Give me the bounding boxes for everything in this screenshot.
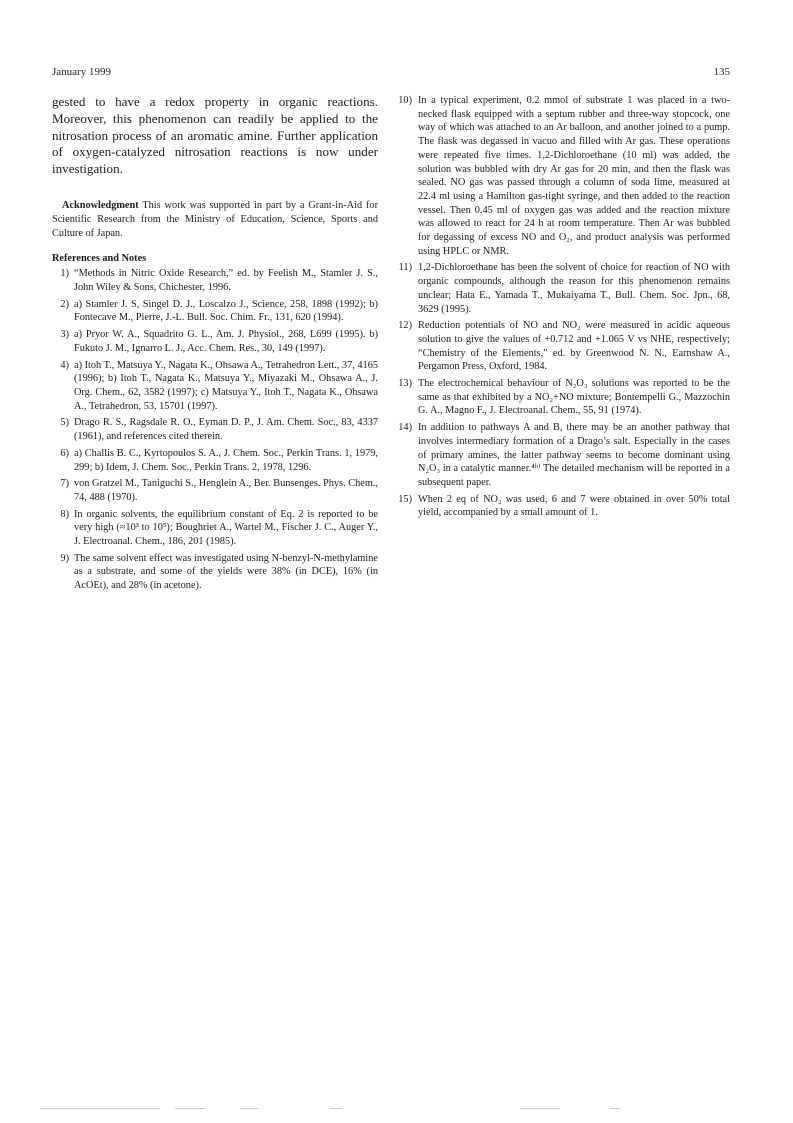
- reference-text: a) Stamler J. S, Singel D. J., Loscalzo J., Science, 258, 1898 (1992); b) Fontecave M., Pierre, J.-L. Bull. Soc. Chim. Fr., 131, 620 (1994).: [74, 298, 378, 324]
- reference-text: In addition to pathways A and B, there may be an another pathway that involves intermediary formation of a Drago’s salt. Especially in the cases of primary amines, the latter pathway seems to become dominant using N₂O₃ in a catalytic manner.⁴ᵇ⁾ The detailed mechanism will be reported in a subsequent paper.: [418, 422, 730, 488]
- reference-text: The same solvent effect was investigated using N-benzyl-N-methylamine as a substrate, and some of the yields were 38% (in DCE), 16% (in AcOEt), and 28% (in acetone).: [74, 552, 378, 592]
- reference-text: a) Challis B. C., Kyrtopoulos S. A., J. Chem. Soc., Perkin Trans. 1, 1979, 299; b) Idem, J. Chem. Soc., Perkin Trans. 2, 1978, 1296.: [74, 447, 378, 473]
- left-column: [52, 94, 378, 596]
- right-column: [392, 94, 730, 523]
- reference-text: In organic solvents, the equilibrium constant of Eq. 2 is reported to be very high (≈10³ to 10⁵); Boughriet A., Wartel M., Fischer J. C., Auger Y., J. Electroanal. Chem., 186, 201 (1985).: [74, 508, 378, 548]
- reference-item-14: [392, 421, 730, 490]
- reference-text: When 2 eq of NO₂ was used, 6 and 7 were obtained in over 50% total yield, accompanied by a small amount of 1.: [418, 493, 730, 519]
- reference-number: 3): [60, 329, 69, 341]
- reference-number: 11): [398, 262, 412, 274]
- reference-item-15: [392, 493, 730, 520]
- reference-item-10: [392, 94, 730, 258]
- reference-number: 7): [60, 478, 69, 490]
- reference-text: 1,2-Dichloroethane has been the solvent of choice for reaction of NO with organic compounds, although the reason for this phenomenon remains unclear; Hata E., Yamada T., Mukaiyama T., Bull. Chem. Soc. Jpn., 68, 3629 (1995).: [418, 262, 730, 315]
- reference-text: a) Itoh T., Matsuya Y., Nagata K., Ohsawa A., Tetrahedron Lett., 37, 4165 (1996); b) Itoh T., Nagata K., Matsuya Y., Miyazaki M., Ohsawa A., J. Org. Chem., 62, 3582 (1997); c) Matsuya Y., Itoh T., Nagata K., Ohsawa A., Tetrahedron, 53, 15701 (1997).: [74, 359, 378, 412]
- reference-number: 13): [398, 378, 412, 390]
- reference-number: 2): [60, 298, 69, 310]
- reference-number: 6): [60, 447, 69, 459]
- reference-number: 15): [398, 493, 412, 505]
- reference-text: Drago R. S., Ragsdale R. O., Eyman D. P., J. Am. Chem. Soc., 83, 4337 (1961), and references cited therein.: [74, 417, 378, 443]
- reference-item-1: [52, 267, 378, 294]
- reference-number: 4): [60, 359, 69, 371]
- references-title: References and Notes: [52, 253, 147, 265]
- reference-text: a) Pryor W. A., Squadrito G. L., Am. J. Physiol., 268, L699 (1995). b) Fukuto J. M., Ignarro L. J., Acc. Chem. Res., 30, 149 (1997).: [74, 329, 378, 354]
- acknowledgment-text: This work was supported in part by a Grant-in-Aid for Scientific Research from the Ministry of Education, Science, Sports and Culture of Japan.: [52, 199, 378, 239]
- running-head-date: January 1999: [52, 66, 111, 78]
- reference-item-5: [52, 416, 378, 443]
- reference-item-12: [392, 319, 730, 374]
- reference-number: 1): [60, 268, 69, 280]
- reference-number: 8): [60, 508, 69, 520]
- reference-text: “Methods in Nitric Oxide Research,” ed. by Feelish M., Stamler J. S., John Wiley & Sons, Chichester, 1996.: [74, 268, 378, 294]
- reference-item-13: [392, 377, 730, 418]
- reference-item-7: [52, 477, 378, 504]
- reference-text: The electrochemical behaviour of N₂O₃ solutions was reported to be the same as that exhibited by a NO₂+NO mixture; Bontempelli G., Mazzochin G. A., Magno F., J. Electroanal. Chem., 55, 91 (1974).: [418, 378, 730, 417]
- reference-item-4: [52, 359, 378, 414]
- lead-paragraph: gested to have a redox property in organic reactions. Moreover, this phenomenon can readily be applied to the nitrosation process of an aromatic amine. Further application of oxygen-catalyzed nitrosation reactions is now under investigation.: [52, 94, 378, 177]
- reference-item-3: [52, 328, 378, 355]
- reference-text: In a typical experiment, 0.2 mmol of substrate 1 was placed in a two-necked flask equipped with a septum rubber and three-way stopcock, one way of which was attached to an Ar balloon, and another joined to a pump. The flask was degassed in vacuo and filled with Ar gas. These operations were repeated five times. 1,2-Dichloroethane (10 ml) was added, the solution was bubbled with dry Ar gas for 20 min, and then the flask was sealed. NO gas was passed through a column of soda lime, measured at 22.4 ml using a Hamilton gas-tight syringe, and then added to the reaction vessel. Then 0.45 ml of oxygen gas was added and the reaction mixture was allowed to react for 24 h at room temperature. Then Ar was bubbled for degassing of excess NO and O₂, and product analysis was performed using HPLC or NMR.: [418, 95, 730, 257]
- reference-number: 9): [60, 552, 69, 564]
- acknowledgment: [52, 199, 378, 240]
- page-number: 135: [713, 66, 730, 78]
- reference-item-9: [52, 552, 378, 593]
- reference-item-2: [52, 298, 378, 325]
- reference-number: 14): [398, 422, 412, 434]
- acknowledgment-title: Acknowledgment: [62, 199, 139, 211]
- reference-number: 10): [398, 95, 412, 106]
- reference-number: 5): [60, 417, 69, 429]
- reference-number: 12): [398, 320, 412, 332]
- reference-text: von Gratzel M., Taniguchi S., Henglein A., Ber. Bunsenges. Phys. Chem., 74, 488 (1970).: [74, 478, 378, 503]
- reference-text: Reduction potentials of NO and NO₂ were measured in acidic aqueous solution to give the values of +0.712 and +1.065 V vs NHE, respectively; “Chemistry of the Elements,” ed. by Greenwood N. N., Earnshaw A., Pergamon Press, Oxford, 1984.: [418, 320, 730, 373]
- scan-artifact-line: [0, 1108, 793, 1110]
- reference-item-6: [52, 447, 378, 474]
- reference-item-11: [392, 261, 730, 316]
- reference-item-8: [52, 508, 378, 549]
